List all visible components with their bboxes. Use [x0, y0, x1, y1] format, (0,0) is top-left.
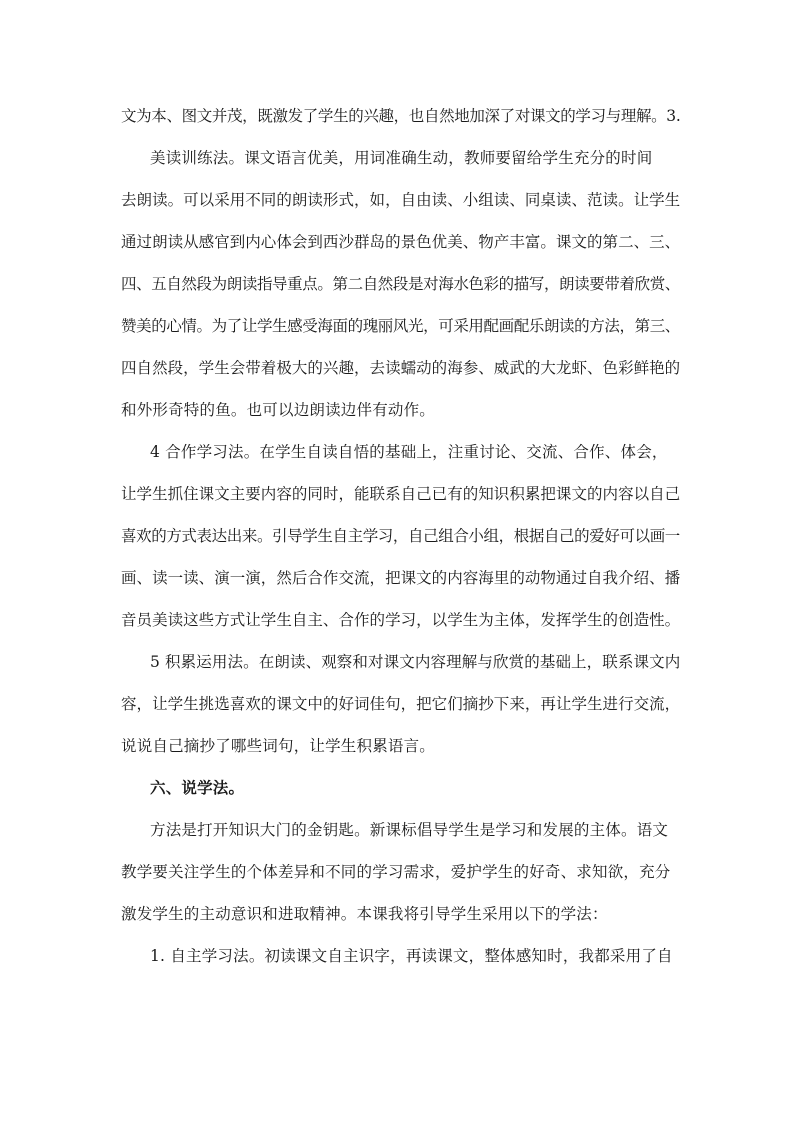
text-line: 赞美的心情。为了让学生感受海面的瑰丽风光，可采用配画配乐朗读的方法，第三、 — [121, 317, 680, 335]
text-line: 音员美读这些方式让学生自主、合作的学习，以学生为主体，发挥学生的创造性。 — [121, 611, 681, 629]
text-line: 5 积累运用法。在朗读、观察和对课文内容理解与欣赏的基础上，联系课文内 — [150, 653, 681, 671]
text-line: 文为本、图文并茂，既激发了学生的兴趣，也自然地加深了对课文的学习与理解。3. — [121, 107, 681, 125]
text-line: 激发学生的主动意识和进取精神。本课我将引导学生采用以下的学法： — [121, 905, 608, 923]
text-line: 去朗读。可以采用不同的朗读形式，如，自由读、小组读、同桌读、范读。让学生 — [121, 191, 681, 209]
text-line: 教学要关注学生的个体差异和不同的学习需求，爱护学生的好奇、求知欲，充分 — [121, 863, 671, 881]
text-line: 画、读一读、演一演，然后合作交流，把课文的内容海里的动物通过自我介绍、播 — [121, 569, 681, 587]
text-line: 美读训练法。课文语言优美，用词准确生动，教师要留给学生充分的时间 — [150, 149, 653, 167]
text-line: 四、五自然段为朗读指导重点。第二自然段是对海水色彩的描写，朗读要带着欣赏、 — [121, 275, 680, 293]
text-line: 方法是打开知识大门的金钥匙。新课标倡导学生是学习和发展的主体。语文 — [150, 821, 669, 839]
text-line: 4 合作学习法。在学生自读自悟的基础上，注重讨论、交流、合作、体会， — [150, 443, 668, 461]
text-line: 让学生抓住课文主要内容的同时，能联系自己已有的知识积累把课文的内容以自己 — [121, 485, 681, 503]
section-heading: 六、说学法。 — [150, 778, 245, 797]
text-line: 说说自己摘抄了哪些词句，让学生积累语言。 — [121, 737, 436, 755]
text-line: 通过朗读从感官到内心体会到西沙群岛的景色优美、物产丰富。课文的第二、三、 — [121, 233, 681, 251]
text-line: 和外形奇特的鱼。也可以边朗读边伴有动作。 — [121, 401, 436, 419]
text-line: 喜欢的方式表达出来。引导学生自主学习，自己组合小组，根据自己的爱好可以画一 — [121, 527, 680, 545]
text-line: 1. 自主学习法。初读课文自主识字，再读课文，整体感知时，我都采用了自 — [150, 947, 673, 965]
text-line: 四自然段，学生会带着极大的兴趣，去读蠕动的海参、威武的大龙虾、色彩鲜艳的 — [121, 359, 681, 377]
text-line: 容，让学生挑选喜欢的课文中的好词佳句，把它们摘抄下来，再让学生进行交流， — [121, 695, 681, 713]
